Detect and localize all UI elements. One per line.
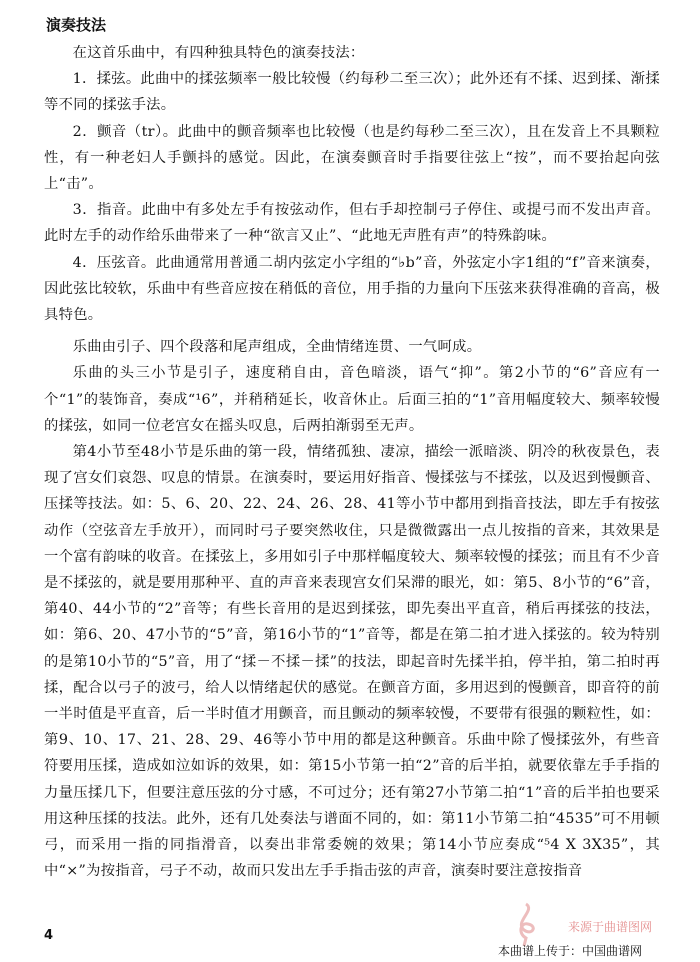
treble-clef-logo-icon — [506, 900, 548, 948]
paragraph-pressed-string: 4．压弦音。此曲通常用普通二胡内弦定小字组的“♭b”音，外弦定小字1组的“f”音来演奏，因此弦比较软，乐曲中有些音应按在稍低的音位，用手指的力量向下压弦来获得准确的音高，极具特色。 — [44, 254, 660, 324]
page-number: 4 — [44, 928, 54, 943]
footer-credit: 本曲谱上传于：中国曲谱网 — [498, 944, 643, 958]
paragraph-trill: 2．颤音（tr）。此曲中的颤音频率也比较慢（也是约每秒二至三次），且在发音上不具颗粒性，有一种老妇人手颤抖的感觉。因此，在演奏颤音时手指要往弦上“按”，而不要抬起向弦上“击”。 — [44, 123, 660, 193]
paragraph-intro: 在这首乐曲中，有四种独具特色的演奏技法： — [72, 45, 365, 61]
section-heading: 演奏技法 — [46, 16, 107, 34]
paragraph-structure: 乐曲由引子、四个段落和尾声组成，全曲情绪连贯、一气呵成。 — [72, 339, 482, 356]
paragraph-vibrato: 1．揉弦。此曲中的揉弦频率一般比较慢（约每秒二至三次）；此外还有不揉、迟到揉、渐揉等不同的揉弦手法。 — [44, 71, 660, 114]
paragraph-introduction-bars: 乐曲的头三小节是引子，速度稍自由，音色暗淡，语气“抑”。第2小节的“6”音应有一个“1”的装饰音，奏成“¹6”，并稍稍延长，收音休止。后面三拍的“1”音用幅度较大、频率较慢的揉弦，如同一位老宫女在摇头叹息，后两拍渐弱至无声。 — [44, 365, 660, 434]
watermark: 来源于曲谱图网 — [568, 920, 653, 934]
paragraph-first-section: 第4小节至48小节是乐曲的第一段，情绪孤独、凄凉，描绘一派暗淡、阴冷的秋夜景色，表现了宫女们哀怨、叹息的情景。在演奏时，要运用好指音、慢揉弦与不揉弦，以及迟到慢颤音、压揉等技法。如：5、6、20、22、24、26、28、41等小节中都用到指音技法，即左手有按弦动作（空弦音左手放开），而同时弓子要突然收住，只是微微露出一点儿按指的音来，其效果是一个富有韵味的收音。在揉弦上，多用如引子中那样幅度较大、频率较慢的揉弦；而且有不少音是不揉弦的，就是要用那种平、直的声音来表现宫女们呆滞的眼光，如：第5、8小节的“6”音，第40、44小节的“2”音等；有些长音用的是迟到揉弦，即先奏出平直音，稍后再揉弦的技法，如：第6、20、47小节的“5”音，第16小节的“1”音等，都是在第二拍才进入揉弦的。较为特别的是第10小节的“5”音，用了“揉－不揉－揉”的技法，即起音时先揉半拍，停半拍，第二拍时再揉，配合以弓子的波弓，给人以情绪起伏的感觉。在颤音方面，多用迟到的慢颤音，即音符的前一半时值是平直音，后一半时值才用颤音，而且颤动的频率较慢，不要带有很强的颗粒性，如：第9、10、17、21、28、29、46等小节中用的都是这种颤音。乐曲中除了慢揉弦外，有些音符要用压揉，造成如泣如诉的效果，如：第15小节第一拍“2”音的后半拍，就要依靠左手手指的力量压揉几下，但要注意压弦的分寸感，不可过分；还有第27小节第二拍“1”音的后半拍也要采用这种压揉的技法。此外，还有几处奏法与谱面不同的，如：第11小节第二拍“4535”可不用顿弓，而采用一指的同指滑音，以奏出非常委婉的效果；第14小节应奏成“⁵4 X 3X35”，其中“×”为按指音，弓子不动，故而只发出左手手指击弦的声音，演奏时要注意按指音 — [44, 444, 660, 880]
paragraph-finger-tone: 3．指音。此曲中有多处左手有按弦动作，但右手却控制弓子停住、或提弓而不发出声音。此时左手的动作给乐曲带来了一种“欲言又止”、“此地无声胜有声”的特殊韵味。 — [44, 202, 660, 245]
body-text — [44, 40, 660, 885]
